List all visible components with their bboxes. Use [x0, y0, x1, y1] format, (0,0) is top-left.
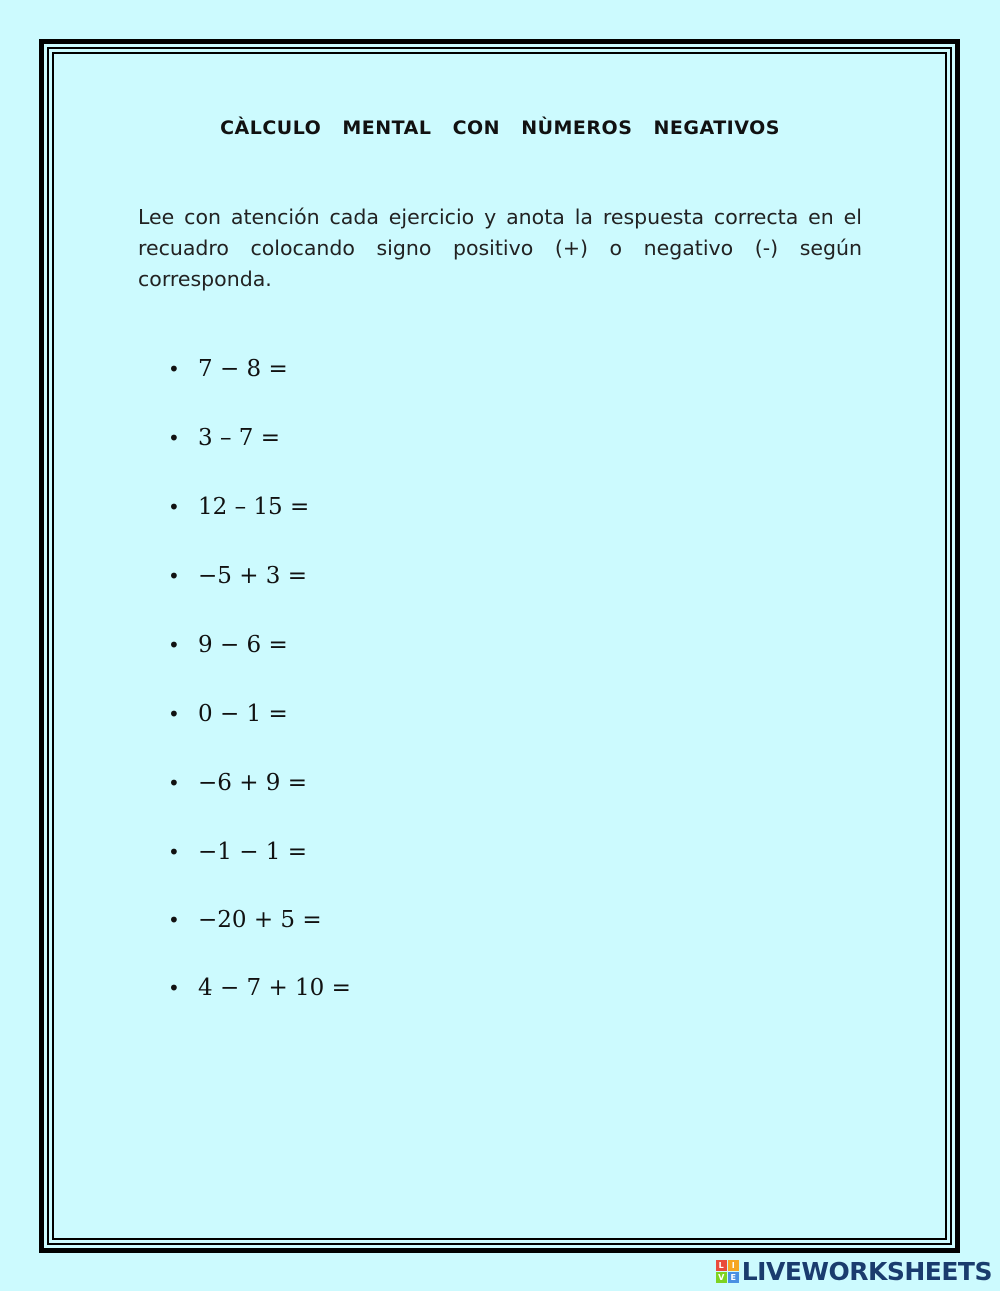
exercise-expression: 0 − 1 =: [198, 701, 288, 727]
exercise-expression: 7 − 8 =: [198, 356, 288, 382]
logo-block: I: [728, 1260, 739, 1271]
liveworksheets-logo-icon: [716, 1260, 739, 1283]
exercise-expression: −5 + 3 =: [198, 563, 308, 589]
bullet-icon: •: [168, 702, 180, 726]
page-title: CÀLCULO MENTAL CON NÙMEROS NEGATIVOS: [220, 117, 780, 139]
exercise-item: [168, 975, 351, 1001]
exercise-item: [168, 356, 288, 382]
exercise-expression: 12 – 15 =: [198, 494, 310, 520]
exercise-expression: 3 – 7 =: [198, 425, 280, 451]
exercise-expression: 9 − 6 =: [198, 632, 288, 658]
exercise-expression: −6 + 9 =: [198, 770, 308, 796]
bullet-icon: •: [168, 495, 180, 519]
liveworksheets-watermark: [716, 1257, 992, 1285]
bullet-icon: •: [168, 976, 180, 1000]
exercise-item: [168, 839, 307, 865]
logo-block: V: [716, 1272, 727, 1283]
exercise-expression: −20 + 5 =: [198, 907, 322, 933]
bullet-icon: •: [168, 908, 180, 932]
logo-block: L: [716, 1260, 727, 1271]
bullet-icon: •: [168, 357, 180, 381]
instructions-text: Lee con atención cada ejercicio y anota la respuesta correcta en el recuadro colocando signo positivo (+) o negativo (-) según corresponda.: [138, 205, 862, 291]
bullet-icon: •: [168, 564, 180, 588]
exercise-expression: 4 − 7 + 10 =: [198, 975, 351, 1001]
bullet-icon: •: [168, 633, 180, 657]
exercise-item: [168, 494, 309, 520]
logo-block: E: [728, 1272, 739, 1283]
bullet-icon: •: [168, 840, 180, 864]
exercise-item: [168, 632, 288, 658]
watermark-text: LIVEWORKSHEETS: [741, 1256, 992, 1286]
exercise-expression: −1 − 1 =: [198, 839, 308, 865]
bullet-icon: •: [168, 426, 180, 450]
exercise-item: [168, 425, 280, 451]
exercise-item: [168, 770, 307, 796]
exercise-item: [168, 907, 322, 933]
exercise-item: [168, 701, 288, 727]
bullet-icon: •: [168, 771, 180, 795]
exercise-item: [168, 563, 307, 589]
